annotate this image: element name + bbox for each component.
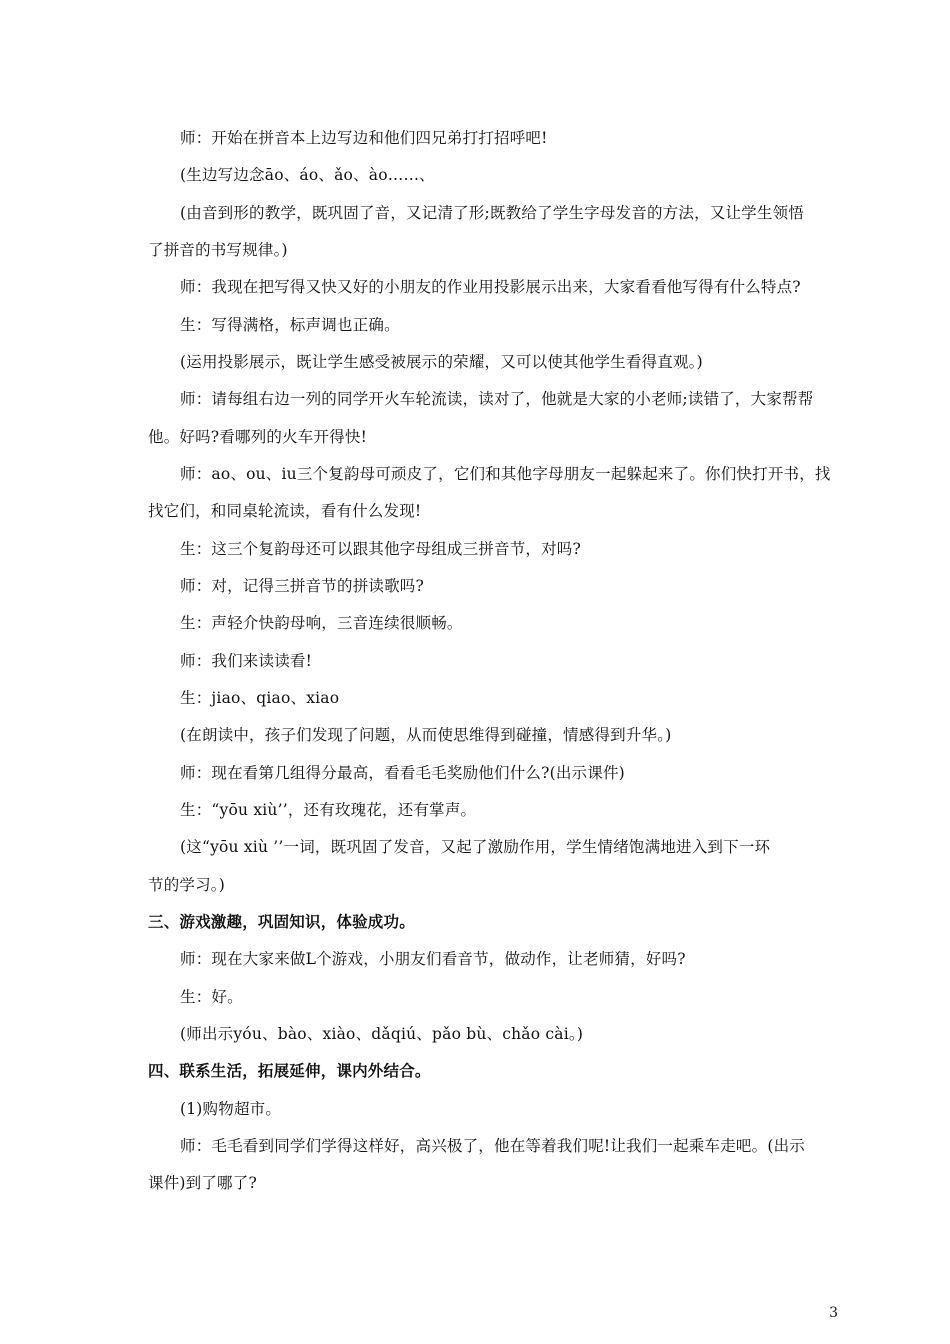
section-heading: 四、联系生活，拓展延伸，课内外结合。 — [148, 1061, 431, 1080]
paragraph-line: 师：现在大家来做L个游戏，小朋友们看音节，做动作，让老师猜，好吗? — [180, 950, 686, 968]
paragraph-line: 师：我们来读读看! — [180, 652, 313, 670]
section-heading: 三、游戏激趣，巩固知识，体验成功。 — [148, 912, 415, 931]
paragraph-line: 节的学习。) — [148, 876, 225, 894]
paragraph-line: 师：现在看第几组得分最高，看看毛毛奖励他们什么?(出示课件) — [180, 764, 625, 782]
paragraph-line: 师：ao、ou、iu三个复韵母可顽皮了，它们和其他字母朋友一起躲起来了。你们快打开书，找 — [180, 465, 831, 483]
paragraph-line: 师：毛毛看到同学们学得这样好，高兴极了，他在等着我们呢!让我们一起乘车走吧。(出示 — [180, 1137, 805, 1155]
paragraph-line: 生：jiao、qiao、xiao — [180, 689, 340, 707]
paragraph-line: 生：好。 — [180, 988, 243, 1006]
paragraph-line: 生：声轻介快韵母响，三音连续很顺畅。 — [180, 614, 463, 632]
paragraph-line: 找它们，和同桌轮流读，看有什么发现! — [148, 502, 422, 520]
paragraph-line: (在朗读中，孩子们发现了问题，从而使思维得到碰撞，情感得到升华。) — [180, 726, 672, 744]
paragraph-line: (运用投影展示，既让学生感受被展示的荣耀，又可以使其他学生看得直观。) — [180, 353, 703, 371]
paragraph-line: 师：开始在拼音本上边写边和他们四兄弟打打招呼吧! — [180, 129, 548, 147]
paragraph-line: 了拼音的书写规律。) — [148, 241, 288, 259]
paragraph-line: (由音到形的教学，既巩固了音，又记清了形;既教给了学生字母发音的方法，又让学生领悟 — [180, 204, 804, 222]
page-number: 3 — [829, 1305, 838, 1321]
paragraph-line: 生：“yōu xiù’’，还有玫瑰花，还有掌声。 — [180, 801, 477, 819]
paragraph-line: 生：这三个复韵母还可以跟其他字母组成三拼音节，对吗? — [180, 540, 582, 558]
paragraph-line: 生：写得满格，标声调也正确。 — [180, 316, 400, 334]
paragraph-line: (这“yōu xiù ’’一词，既巩固了发音，又起了激励作用，学生情绪饱满地进入到下一环 — [180, 838, 771, 856]
paragraph-line: (师出示yóu、bào、xiào、dǎqiú、pǎo bù、chǎo cài。) — [180, 1025, 584, 1043]
paragraph-line: 师：对，记得三拼音节的拼读歌吗? — [180, 577, 425, 595]
paragraph-line: 师：请每组右边一列的同学开火车轮流读，读对了，他就是大家的小老师;读错了，大家帮帮 — [180, 390, 814, 408]
paragraph-line: 师：我现在把写得又快又好的小朋友的作业用投影展示出来，大家看看他写得有什么特点? — [180, 278, 801, 296]
paragraph-line: 课件)到了哪了? — [148, 1174, 257, 1192]
paragraph-line: (1)购物超市。 — [180, 1100, 282, 1118]
paragraph-line: 他。好吗?看哪列的火车开得快! — [148, 428, 368, 446]
paragraph-line: (生边写边念āo、áo、ǎo、ào……、 — [180, 166, 435, 184]
